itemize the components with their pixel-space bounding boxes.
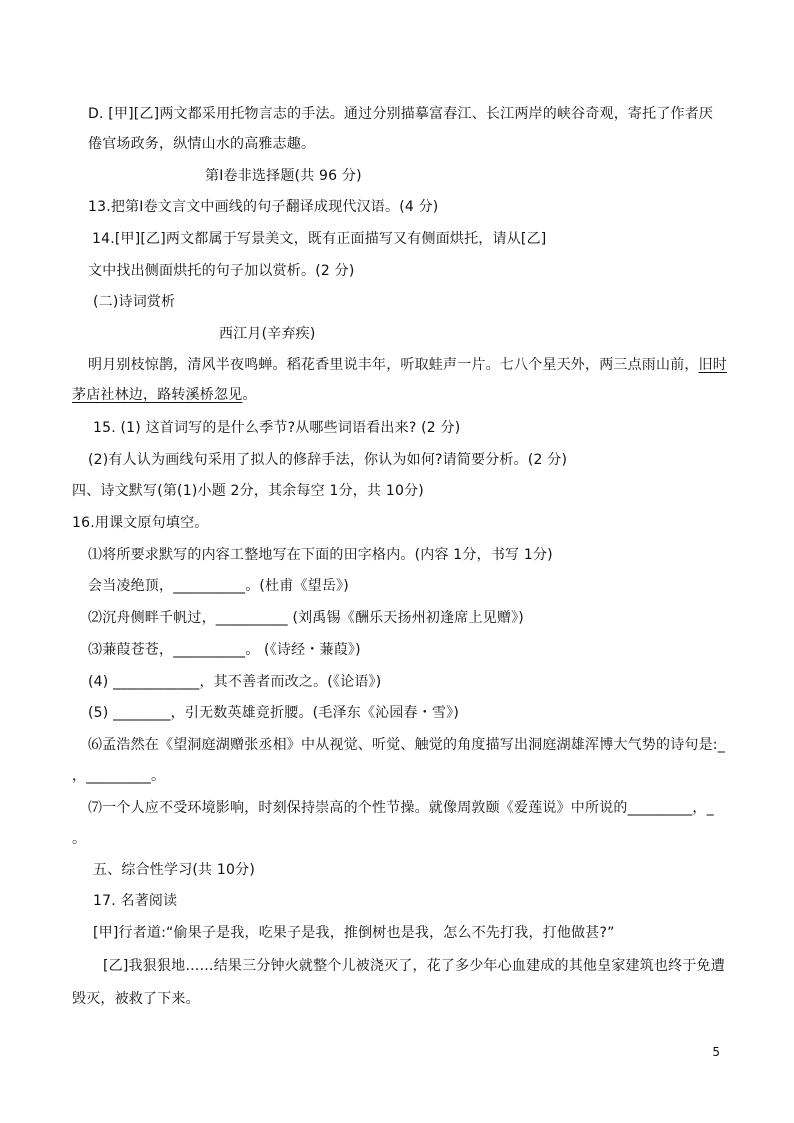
option-d-line1: D. [甲][乙]两文都采用托物言志的手法。通过分别描摹富春江、长江两岸的峡谷奇观，寄托了作者厌 xyxy=(88,106,714,122)
question-16-2: ⑵沉舟侧畔千帆过，__________ (刘禹锡《酬乐天扬州初逢席上见赠》) xyxy=(88,610,524,626)
section-heading-part2: 第Ⅰ卷非选择题(共 96 分) xyxy=(205,168,362,184)
question-17-passage-yi-line2: 毁灭，被救了下来。 xyxy=(72,991,200,1007)
poem-section-heading: (二)诗词赏析 xyxy=(93,294,176,310)
poem-line1 xyxy=(88,355,727,375)
question-16-4: (4) ____________，其不善者而改之。(《论语》) xyxy=(88,674,382,690)
poem-underlined-line: 茅店社林边，路转溪桥忽见 xyxy=(72,387,243,403)
question-16-7-line1: ⑺一个人应不受环境影响，时刻保持崇高的个性节操。就像周敦颐《爱莲说》中所说的_________，_ xyxy=(88,800,714,816)
question-14-line1: 14.[甲][乙]两文都属于写景美文，既有正面描写又有侧面烘托，请从[乙] xyxy=(92,231,547,247)
question-16-7-line2: 。 xyxy=(72,831,87,847)
question-17-passage-yi-line1: [乙]我狠狠地……结果三分钟火就整个儿被浇灭了，花了多少年心血建成的其他皇家建筑也终于免遭 xyxy=(103,958,725,974)
question-16-6-line1: ⑹孟浩然在《望洞庭湖赠张丞相》中从视觉、听觉、触觉的角度描写出洞庭湖雄浑博大气势的诗句是:_ xyxy=(88,737,725,753)
question-17: 17. 名著阅读 xyxy=(93,893,178,909)
question-14-line2: 文中找出侧面烘托的句子加以赏析。(2 分) xyxy=(88,263,355,279)
question-13: 13.把第Ⅰ卷文言文中画线的句子翻译成现代汉语。(4 分) xyxy=(88,199,439,215)
question-17-passage-jia: [甲]行者道:“偷果子是我，吃果子是我，推倒树也是我，怎么不先打我，打他做甚?” xyxy=(93,925,615,941)
question-16: 16.用课文原句填空。 xyxy=(72,515,209,531)
question-15-1: 15. (1) 这首词写的是什么季节?从哪些词语看出来? (2 分) xyxy=(93,420,461,436)
question-16-3: ⑶蒹葭苍苍，__________。 (《诗经・蒹葭》) xyxy=(88,642,361,658)
section-heading-4: 四、诗文默写(第(1)小题 2分，其余每空 1分，共 10分) xyxy=(72,483,424,499)
option-d-line2: 倦官场政务，纵情山水的高雅志趣。 xyxy=(88,136,316,152)
poem-line1-text: 明月别枝惊鹊，清风半夜鸣蝉。稻花香里说丰年，听取蛙声一片。七八个星天外，两三点雨山前， xyxy=(88,357,699,373)
question-15-2: (2)有人认为画线句采用了拟人的修辞手法，你认为如何?请简要分析。(2 分) xyxy=(88,452,568,468)
question-16-5: (5) ________，引无数英雄竞折腰。(毛泽东《沁园春・雪》) xyxy=(88,705,460,721)
poem-title: 西江月(辛弃疾) xyxy=(219,326,316,342)
poem-line2 xyxy=(72,385,257,405)
poem-line2-end: 。 xyxy=(242,387,257,403)
page-number: 5 xyxy=(712,1045,720,1059)
question-16-1: ⑴将所要求默写的内容工整地写在下面的田字格内。(内容 1分，书写 1分) xyxy=(88,547,553,563)
question-16-6-line2: ，_________。 xyxy=(72,768,166,784)
section-heading-5: 五、综合性学习(共 10分) xyxy=(93,862,255,878)
poem-underlined-start: 旧时 xyxy=(698,357,728,373)
question-16-1-blank: 会当凌绝顶，__________。(杜甫《望岳》) xyxy=(88,578,349,594)
